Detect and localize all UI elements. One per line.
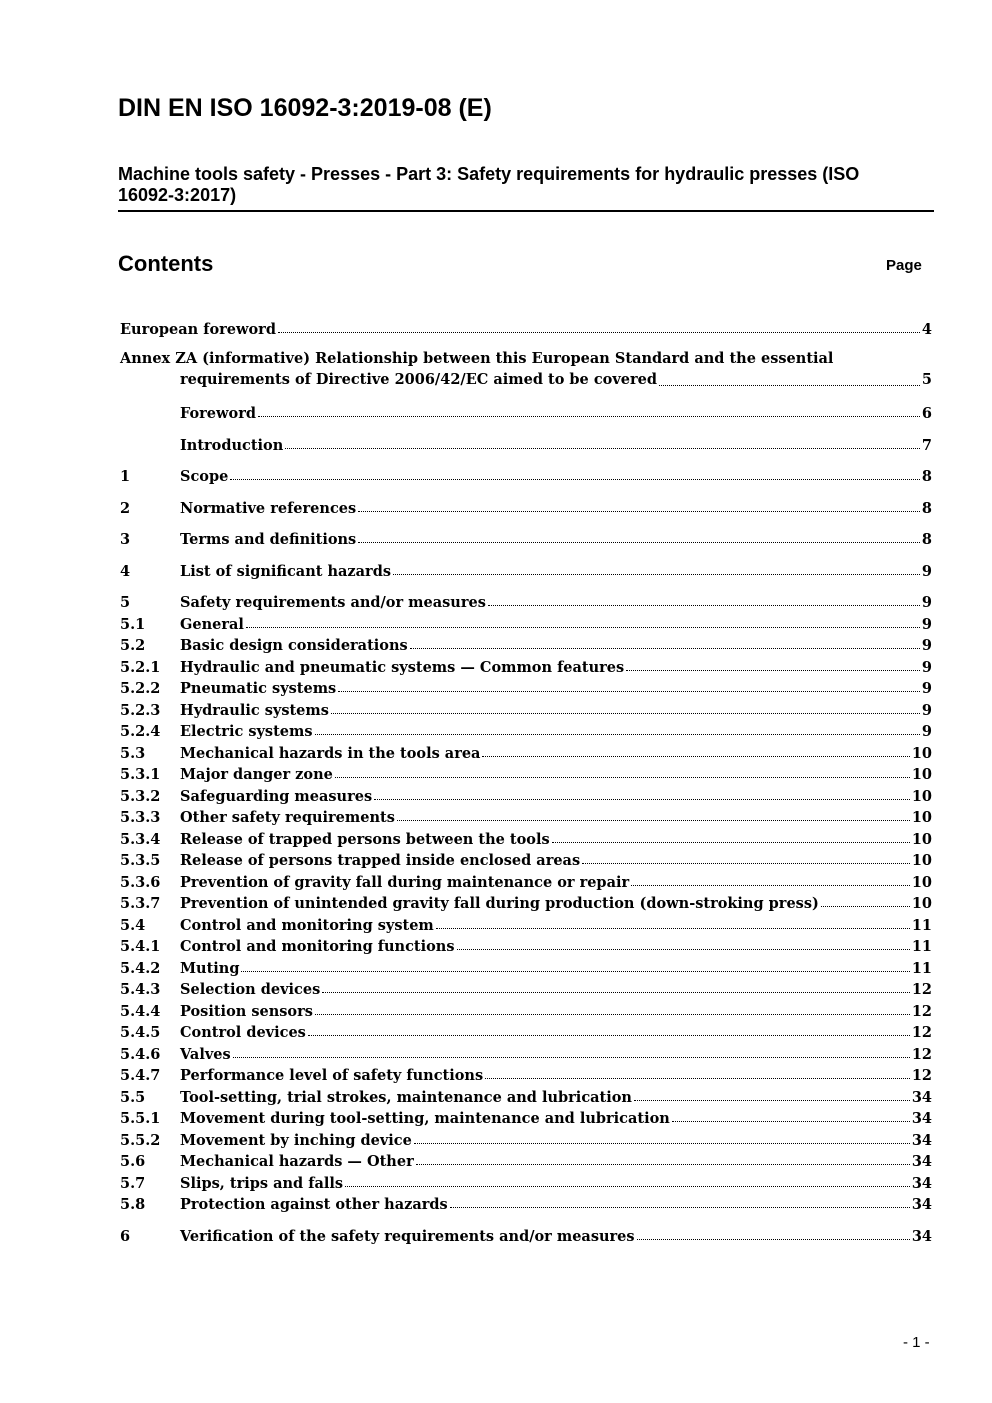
toc-entry-page: 10 [911, 830, 932, 848]
toc-entry-page: 34 [911, 1196, 932, 1213]
toc-entry-title: Release of persons trapped inside enclosed areas [180, 852, 581, 869]
toc-entry-title: Release of trapped persons between the tools [180, 830, 550, 848]
toc-entry-number: 3 [120, 531, 131, 548]
dot-leader [308, 1035, 910, 1036]
toc-entry-title: Electric systems [180, 723, 313, 740]
dot-leader [410, 648, 920, 649]
toc-entry-page: 10 [911, 852, 932, 869]
toc-entry[interactable] [120, 654, 932, 676]
toc-entry-title: European foreword [120, 320, 276, 338]
dot-leader [358, 511, 920, 512]
toc-entry-title: Safeguarding measures [180, 787, 373, 805]
toc-entry-title: Movement by inching device [180, 1131, 412, 1149]
dot-leader [285, 448, 920, 449]
toc-entry-title: Major danger zone [180, 766, 333, 783]
toc-entry-title: Safety requirements and/or measures [180, 594, 486, 611]
toc-entry-number: 5.3.1 [120, 766, 161, 783]
toc-entry-number: 5.5.2 [120, 1131, 161, 1149]
dot-leader [358, 542, 920, 543]
toc-entry-number: 1 [120, 468, 131, 485]
dot-leader [246, 627, 920, 628]
toc-entry-page: 12 [911, 981, 932, 998]
dot-leader [241, 971, 909, 972]
toc-entry-page: 9 [921, 723, 932, 740]
toc-entry[interactable] [120, 697, 932, 719]
dot-leader [637, 1239, 910, 1240]
header-rule [118, 210, 934, 212]
toc-entry-page: 34 [911, 1088, 932, 1106]
annex-title-line1: Annex ZA (informative) Relationship between this European Standard and the essential [120, 349, 834, 367]
toc-entry-title: Selection devices [180, 981, 321, 998]
toc-entry-title: Slips, trips and falls [180, 1174, 344, 1192]
toc-entry-title: Terms and definitions [180, 531, 357, 548]
toc-entry-page: 10 [911, 766, 932, 783]
toc-entry-title: Control and monitoring functions [180, 938, 455, 955]
dot-leader [258, 416, 920, 417]
dot-leader [322, 992, 910, 993]
toc-entry-page: 10 [911, 895, 932, 912]
toc-entry-page: 9 [921, 701, 932, 719]
toc-entry-page: 11 [911, 959, 932, 977]
toc-entry-number: 5.3.5 [120, 852, 161, 869]
toc-entry[interactable] [120, 719, 932, 741]
toc-entry-number: 5.2.4 [120, 723, 161, 740]
toc-entry-page: 9 [921, 658, 932, 676]
toc-entry-title: Performance level of safety functions [180, 1067, 484, 1084]
toc-entry-title: Scope [180, 468, 229, 485]
toc-entry-title: Normative references [180, 499, 357, 517]
toc-entry-title: Muting [180, 959, 240, 977]
toc-entry-page: 6 [921, 405, 932, 422]
toc-entry[interactable] [120, 633, 932, 655]
toc-entry[interactable] [120, 1106, 932, 1128]
toc-entry[interactable] [120, 934, 932, 956]
toc-entry-number: 5.1 [120, 615, 146, 633]
toc-entry[interactable] [120, 611, 932, 633]
toc-entry[interactable] [120, 495, 932, 517]
toc-entry[interactable] [120, 998, 932, 1020]
toc-entry[interactable] [120, 527, 932, 549]
dot-leader [315, 1014, 910, 1015]
toc-entry[interactable] [120, 1192, 932, 1214]
toc-entry-page: 8 [921, 531, 932, 548]
toc-entry[interactable] [120, 955, 932, 977]
toc-entry-title: Tool-setting, trial strokes, maintenance and lubrication [180, 1088, 632, 1106]
toc-entry-page: 34 [911, 1227, 932, 1245]
dot-leader [278, 332, 920, 333]
toc-entry-number: 5.4.6 [120, 1045, 161, 1063]
toc-entry[interactable] [120, 805, 932, 827]
toc-entry-page: 7 [921, 436, 932, 454]
dot-leader [393, 574, 920, 575]
dot-leader [450, 1207, 910, 1208]
toc-entry-title: Pneumatic systems [180, 680, 337, 697]
toc-entry-number: 5.2.3 [120, 701, 161, 719]
toc-list [120, 401, 932, 1245]
toc-entry-title: Valves [180, 1045, 231, 1063]
toc-entry[interactable] [120, 977, 932, 999]
toc-entry-number: 5.3 [120, 744, 146, 762]
toc-entry-page: 12 [911, 1067, 932, 1084]
toc-entry[interactable] [120, 1170, 932, 1192]
toc-entry[interactable] [120, 432, 932, 454]
toc-entry-title: Foreword [180, 405, 256, 422]
toc-entry-page: 8 [921, 499, 932, 517]
toc-entry-title: Movement during tool-setting, maintenance and lubrication [180, 1110, 670, 1127]
toc-entry-number: 5.4.2 [120, 959, 161, 977]
toc-entry[interactable] [120, 464, 932, 486]
toc-entry-page: 9 [921, 615, 932, 633]
toc-entry-number: 5.2 [120, 637, 146, 654]
dot-leader [315, 734, 920, 735]
toc-entry-title: Control devices [180, 1024, 306, 1041]
toc-entry-number: 5.3.2 [120, 787, 161, 805]
toc-entry-number: 5.7 [120, 1174, 146, 1192]
toc-entry-page: 10 [911, 787, 932, 805]
dot-leader [230, 479, 920, 480]
toc-entry-number: 4 [120, 562, 131, 580]
dot-leader [821, 906, 910, 907]
toc-entry-title: Other safety requirements [180, 809, 395, 826]
dot-leader [485, 1078, 910, 1079]
toc-entry-title: Mechanical hazards — Other [180, 1153, 414, 1170]
toc-entry-number: 5.3.6 [120, 873, 161, 891]
toc-entry[interactable] [120, 740, 932, 762]
dot-leader [416, 1164, 910, 1165]
toc-entry-page: 12 [911, 1002, 932, 1020]
toc-entry[interactable] [120, 762, 932, 784]
toc-entry[interactable] [120, 869, 932, 891]
toc-entry-european-foreword[interactable] [120, 316, 932, 338]
toc-entry-title: Introduction [180, 436, 284, 454]
toc-entry-page: 10 [911, 873, 932, 891]
toc-entry-page: 10 [911, 809, 932, 826]
contents-heading: Contents [118, 251, 214, 276]
dot-leader [552, 842, 910, 843]
dot-leader [631, 885, 910, 886]
toc-entry[interactable] [120, 783, 932, 805]
toc-entry-page: 9 [921, 562, 932, 580]
toc-entry[interactable] [120, 1149, 932, 1171]
dot-leader [436, 928, 910, 929]
toc-entry-number: 5.5.1 [120, 1110, 161, 1127]
toc-entry-page: 9 [921, 594, 932, 611]
toc-entry-title: Mechanical hazards in the tools area [180, 744, 481, 762]
toc-entry-number: 5.4.3 [120, 981, 161, 998]
toc-entry-title: Control and monitoring system [180, 916, 434, 934]
toc-entry-title: List of significant hazards [180, 562, 391, 580]
dot-leader [672, 1121, 910, 1122]
toc-entry-page: 11 [911, 938, 932, 955]
toc-entry-page: 34 [911, 1131, 932, 1149]
dot-leader [634, 1100, 910, 1101]
toc-entry[interactable] [120, 590, 932, 612]
toc-entry-number: 5.3.7 [120, 895, 161, 912]
toc-entry[interactable] [120, 401, 932, 423]
toc-entry-number: 5.2.2 [120, 680, 161, 697]
toc-entry[interactable] [120, 1041, 932, 1063]
toc-entry-title: Basic design considerations [180, 637, 408, 654]
toc-entry[interactable] [120, 1020, 932, 1042]
toc-entry-page: 11 [911, 916, 932, 934]
document-title: DIN EN ISO 16092-3:2019-08 (E) [118, 94, 492, 122]
dot-leader [482, 756, 909, 757]
toc-entry-number: 5 [120, 594, 131, 611]
toc-entry[interactable] [120, 1127, 932, 1149]
toc-entry[interactable] [120, 1084, 932, 1106]
toc-entry-number: 5.3.3 [120, 809, 161, 826]
toc-entry-page: 4 [921, 320, 932, 338]
table-of-contents [120, 316, 932, 1245]
annex-title-line2: requirements of Directive 2006/42/EC aimed to be covered [180, 371, 657, 388]
toc-entry[interactable] [120, 826, 932, 848]
toc-entry[interactable] [120, 912, 932, 934]
toc-entry-title: Hydraulic systems [180, 701, 329, 719]
dot-leader [659, 385, 920, 386]
dot-leader [233, 1057, 910, 1058]
toc-entry-number: 5.4 [120, 916, 146, 934]
toc-entry-number: 5.4.4 [120, 1002, 161, 1020]
toc-entry-number: 5.4.5 [120, 1024, 161, 1041]
toc-entry-page: 34 [911, 1110, 932, 1127]
toc-entry-page: 12 [911, 1024, 932, 1041]
toc-entry[interactable] [120, 1223, 932, 1245]
toc-entry[interactable] [120, 1063, 932, 1085]
document-subtitle: Machine tools safety - Presses - Part 3: Safety requirements for hydraulic presses (ISO 16092-3:2017) [118, 164, 860, 205]
toc-entry-page: 9 [921, 637, 932, 654]
dot-leader [338, 691, 920, 692]
dot-leader [626, 670, 920, 671]
dot-leader [582, 863, 910, 864]
dot-leader [488, 605, 920, 606]
toc-entry-number: 5.6 [120, 1153, 146, 1170]
toc-entry-number: 5.3.4 [120, 830, 161, 848]
toc-entry-title: Hydraulic and pneumatic systems — Common features [180, 658, 625, 676]
toc-entry[interactable] [120, 848, 932, 870]
toc-entry-number: 2 [120, 499, 131, 517]
toc-entry[interactable] [120, 891, 932, 913]
page-column-label: Page [886, 257, 922, 274]
toc-entry-page: 34 [911, 1153, 932, 1170]
page-number: - 1 - [903, 1334, 930, 1351]
toc-entry[interactable] [120, 676, 932, 698]
toc-entry-number: 5.8 [120, 1196, 146, 1213]
dot-leader [345, 1186, 910, 1187]
toc-entry-number: 6 [120, 1227, 131, 1245]
toc-entry-title: Verification of the safety requirements and/or measures [180, 1227, 635, 1245]
toc-entry-number: 5.4.1 [120, 938, 161, 955]
dot-leader [331, 713, 920, 714]
toc-entry-number: 5.2.1 [120, 658, 161, 676]
toc-entry-title: Position sensors [180, 1002, 313, 1020]
toc-entry-number: 5.5 [120, 1088, 146, 1106]
dot-leader [397, 820, 910, 821]
toc-entry-page: 12 [911, 1045, 932, 1063]
dot-leader [457, 949, 910, 950]
dot-leader [335, 777, 910, 778]
dot-leader [374, 799, 910, 800]
toc-entry-page: 34 [911, 1174, 932, 1192]
toc-entry-page: 8 [921, 468, 932, 485]
toc-entry-number: 5.4.7 [120, 1067, 161, 1084]
toc-entry-title: Prevention of gravity fall during maintenance or repair [180, 873, 630, 891]
dot-leader [414, 1143, 910, 1144]
toc-entry-title: Prevention of unintended gravity fall during production (down-stroking press) [180, 895, 819, 912]
toc-entry-page: 5 [921, 371, 932, 388]
toc-entry-annex-za[interactable] [120, 348, 932, 391]
toc-entry-page: 9 [921, 680, 932, 697]
toc-entry[interactable] [120, 558, 932, 580]
toc-entry-title: General [180, 615, 244, 633]
toc-entry-page: 10 [911, 744, 932, 762]
toc-entry-title: Protection against other hazards [180, 1196, 448, 1213]
